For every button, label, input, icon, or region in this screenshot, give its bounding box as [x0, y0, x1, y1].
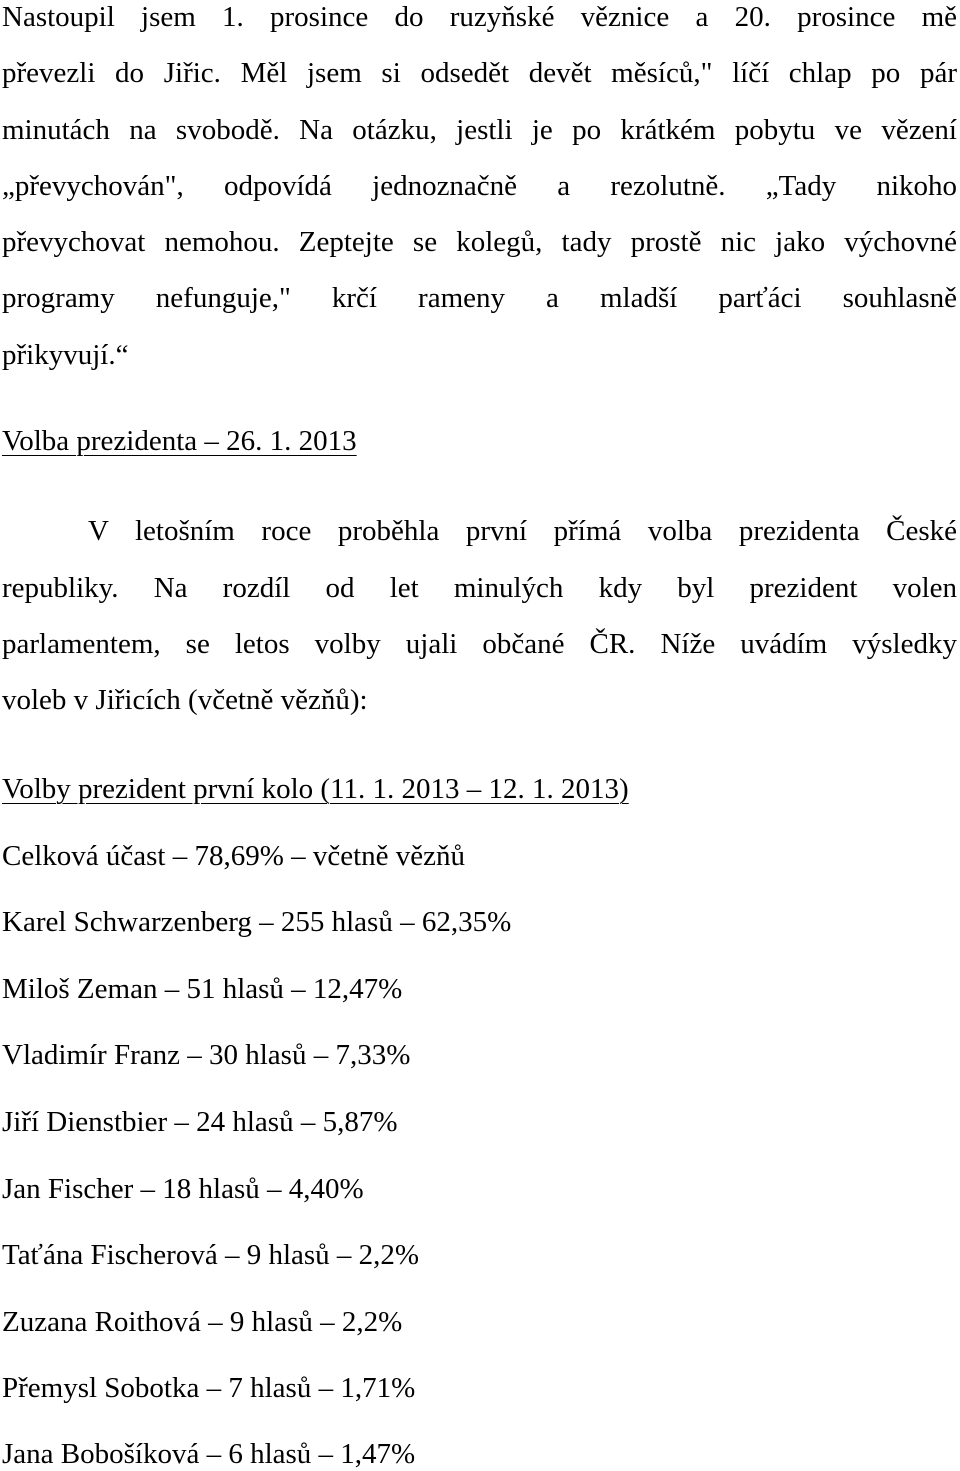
text-line: parlamentem, se letos volby ujali občané ČR. Níže uvádím výsledky: [2, 628, 957, 660]
result-item: Přemysl Sobotka – 7 hlasů – 1,71%: [2, 1372, 416, 1404]
text-line: převychovat nemohou. Zeptejte se kolegů, tady prostě nic jako výchovné: [2, 226, 957, 258]
text-line: V letošním roce proběhla první přímá volba prezidenta České: [88, 515, 957, 547]
text-line: přikyvují.“: [2, 339, 129, 371]
text-line: voleb v Jiřicích (včetně vězňů):: [2, 684, 368, 716]
result-item: Karel Schwarzenberg – 255 hlasů – 62,35%: [2, 906, 512, 938]
result-item: Miloš Zeman – 51 hlasů – 12,47%: [2, 973, 403, 1005]
result-item: Taťána Fischerová – 9 hlasů – 2,2%: [2, 1239, 420, 1271]
text-line: republiky. Na rozdíl od let minulých kdy byl prezident volen: [2, 572, 957, 604]
text-line: „převychován", odpovídá jednoznačně a rezolutně. „Tady nikoho: [2, 170, 957, 202]
result-item: Jiří Dienstbier – 24 hlasů – 5,87%: [2, 1106, 398, 1138]
section-heading-election: Volba prezidenta – 26. 1. 2013: [2, 425, 357, 457]
section-heading-first-round: Volby prezident první kolo (11. 1. 2013 – 12. 1. 2013): [2, 773, 629, 805]
result-item: Jana Bobošíková – 6 hlasů – 1,47%: [2, 1438, 416, 1470]
text-line: Nastoupil jsem 1. prosince do ruzyňské věznice a 20. prosince mě: [2, 1, 957, 33]
turnout-line: Celková účast – 78,69% – včetně vězňů: [2, 840, 466, 872]
result-item: Vladimír Franz – 30 hlasů – 7,33%: [2, 1039, 411, 1071]
text-line: programy nefunguje," krčí rameny a mladší parťáci souhlasně: [2, 282, 957, 314]
text-line: převezli do Jiřic. Měl jsem si odsedět devět měsíců," líčí chlap po pár: [2, 57, 957, 89]
result-item: Zuzana Roithová – 9 hlasů – 2,2%: [2, 1306, 403, 1338]
text-line: minutách na svobodě. Na otázku, jestli je po krátkém pobytu ve vězení: [2, 114, 957, 146]
result-item: Jan Fischer – 18 hlasů – 4,40%: [2, 1173, 364, 1205]
